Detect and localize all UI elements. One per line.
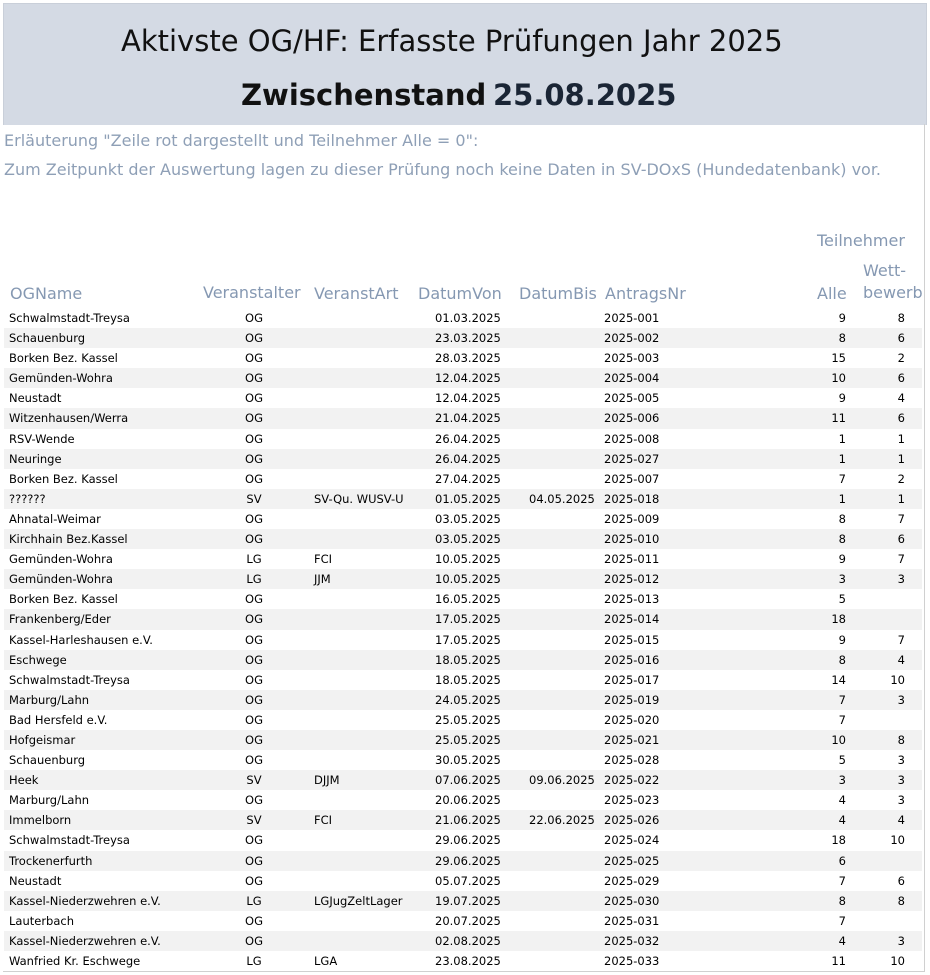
cell-wettbewerb: 6 xyxy=(897,371,905,386)
cell-veranstalter: LG xyxy=(246,893,262,908)
cell-veranstalter: OG xyxy=(245,391,263,406)
cell-wettbewerb: 1 xyxy=(897,451,905,466)
cell-datumvon: 17.05.2025 xyxy=(435,612,501,627)
table-row xyxy=(4,810,922,830)
cell-ogname: ?????? xyxy=(9,491,46,506)
cell-alle: 8 xyxy=(838,511,846,526)
table-row xyxy=(4,589,922,609)
cell-antragsnr: 2025-011 xyxy=(604,552,660,567)
table-row xyxy=(4,388,922,408)
table-row xyxy=(4,730,922,750)
cell-veranstalter: OG xyxy=(245,411,263,426)
cell-wettbewerb: 3 xyxy=(897,692,905,707)
table-row xyxy=(4,348,922,368)
table-row xyxy=(4,891,922,911)
cell-datumvon: 26.04.2025 xyxy=(435,451,501,466)
table-row xyxy=(4,368,922,388)
cell-ogname: Gemünden-Wohra xyxy=(9,552,113,567)
cell-wettbewerb: 6 xyxy=(897,873,905,888)
cell-veranstalter: OG xyxy=(245,913,263,928)
table-row xyxy=(4,790,922,810)
cell-antragsnr: 2025-013 xyxy=(604,592,660,607)
cell-alle: 7 xyxy=(838,471,846,486)
table-row xyxy=(4,830,922,850)
cell-veranstalter: SV xyxy=(246,813,262,828)
cell-antragsnr: 2025-015 xyxy=(604,632,660,647)
table-row xyxy=(4,710,922,730)
cell-datumvon: 01.03.2025 xyxy=(435,311,501,325)
cell-veranstalter: OG xyxy=(245,311,263,325)
cell-ogname: Schwalmstadt-Treysa xyxy=(9,672,130,687)
cell-veranstalter: OG xyxy=(245,532,263,547)
cell-datumvon: 30.05.2025 xyxy=(435,753,501,768)
cell-ogname: Bad Hersfeld e.V. xyxy=(9,712,108,727)
cell-datumvon: 27.04.2025 xyxy=(435,471,501,486)
header-wett-line2: bewerb xyxy=(863,283,923,302)
cell-ogname: Schwalmstadt-Treysa xyxy=(9,833,130,848)
cell-alle: 7 xyxy=(838,873,846,888)
cell-alle: 8 xyxy=(838,532,846,547)
cell-wettbewerb: 4 xyxy=(897,652,905,667)
table-row xyxy=(4,851,922,871)
table-row xyxy=(4,489,922,509)
table-row xyxy=(4,911,922,931)
cell-datumbis: 22.06.2025 xyxy=(529,813,595,828)
cell-veranstalter: OG xyxy=(245,351,263,366)
table-row xyxy=(4,931,922,951)
cell-alle: 14 xyxy=(831,672,846,687)
cell-alle: 3 xyxy=(838,773,846,788)
table-row xyxy=(4,951,922,971)
cell-alle: 4 xyxy=(838,813,846,828)
header-group-teilnehmer: Teilnehmer xyxy=(817,231,905,250)
cell-datumvon: 21.04.2025 xyxy=(435,411,501,426)
cell-ogname: Gemünden-Wohra xyxy=(9,371,113,386)
cell-antragsnr: 2025-020 xyxy=(604,712,660,727)
cell-ogname: Borken Bez. Kassel xyxy=(9,351,118,366)
cell-veranstalter: OG xyxy=(245,592,263,607)
bottom-border xyxy=(3,971,925,972)
cell-veranstalter: OG xyxy=(245,612,263,627)
cell-wettbewerb: 7 xyxy=(897,511,905,526)
table-row xyxy=(4,609,922,629)
cell-datumvon: 25.05.2025 xyxy=(435,712,501,727)
cell-ogname: Neuringe xyxy=(9,451,62,466)
cell-veranstalter: OG xyxy=(245,511,263,526)
cell-wettbewerb: 8 xyxy=(897,893,905,908)
cell-datumvon: 20.06.2025 xyxy=(435,793,501,808)
cell-antragsnr: 2025-004 xyxy=(604,371,660,386)
cell-alle: 4 xyxy=(838,793,846,808)
cell-datumvon: 29.06.2025 xyxy=(435,853,501,868)
right-border xyxy=(924,124,925,972)
cell-wettbewerb: 10 xyxy=(890,672,905,687)
cell-alle: 5 xyxy=(838,592,846,607)
header-veranstart: VeranstArt xyxy=(314,284,399,303)
header-wett-line1: Wett- xyxy=(863,261,907,280)
cell-ogname: Borken Bez. Kassel xyxy=(9,592,118,607)
cell-veranstalter: OG xyxy=(245,471,263,486)
cell-veranstalter: OG xyxy=(245,652,263,667)
cell-veranstart: DJJM xyxy=(314,773,340,788)
cell-antragsnr: 2025-027 xyxy=(604,451,660,466)
exams-table xyxy=(4,308,922,971)
cell-datumvon: 19.07.2025 xyxy=(435,893,501,908)
cell-wettbewerb: 8 xyxy=(897,311,905,325)
header-veranstalter: Veranstalter xyxy=(203,283,301,302)
cell-wettbewerb: 10 xyxy=(890,833,905,848)
cell-wettbewerb: 7 xyxy=(897,632,905,647)
cell-veranstalter: LG xyxy=(246,552,262,567)
cell-antragsnr: 2025-028 xyxy=(604,753,660,768)
cell-antragsnr: 2025-025 xyxy=(604,853,660,868)
cell-wettbewerb: 3 xyxy=(897,793,905,808)
cell-alle: 8 xyxy=(838,331,846,346)
cell-veranstalter: OG xyxy=(245,692,263,707)
cell-antragsnr: 2025-022 xyxy=(604,773,660,788)
cell-datumvon: 05.07.2025 xyxy=(435,873,501,888)
cell-datumvon: 10.05.2025 xyxy=(435,552,501,567)
header-ogname: OGName xyxy=(10,284,83,303)
table-row xyxy=(4,871,922,891)
cell-alle: 7 xyxy=(838,712,846,727)
cell-ogname: Hofgeismar xyxy=(9,732,76,747)
cell-ogname: Gemünden-Wohra xyxy=(9,572,113,587)
cell-ogname: Kassel-Niederzwehren e.V. xyxy=(9,893,161,908)
cell-veranstalter: OG xyxy=(245,793,263,808)
cell-ogname: Kassel-Niederzwehren e.V. xyxy=(9,933,161,948)
cell-alle: 7 xyxy=(838,913,846,928)
cell-alle: 8 xyxy=(838,652,846,667)
cell-antragsnr: 2025-026 xyxy=(604,813,660,828)
cell-veranstart: FCI xyxy=(314,552,333,567)
cell-alle: 1 xyxy=(838,431,846,446)
header-datumbis: DatumBis xyxy=(519,284,597,303)
cell-datumvon: 12.04.2025 xyxy=(435,391,501,406)
cell-antragsnr: 2025-021 xyxy=(604,732,660,747)
cell-antragsnr: 2025-023 xyxy=(604,793,660,808)
cell-alle: 15 xyxy=(831,351,846,366)
cell-alle: 10 xyxy=(831,732,846,747)
status-label: Zwischenstand xyxy=(241,78,487,112)
explanation-line-2: Zum Zeitpunkt der Auswertung lagen zu dieser Prüfung noch keine Daten in SV-DOxS (Hundedatenbank) vor. xyxy=(4,160,882,179)
table-row xyxy=(4,529,922,549)
cell-veranstalter: OG xyxy=(245,451,263,466)
cell-datumvon: 29.06.2025 xyxy=(435,833,501,848)
cell-ogname: Schwalmstadt-Treysa xyxy=(9,311,130,325)
cell-datumbis: 09.06.2025 xyxy=(529,773,595,788)
status-date: 25.08.2025 xyxy=(493,78,677,112)
cell-veranstalter: LG xyxy=(246,572,262,587)
cell-antragsnr: 2025-033 xyxy=(604,954,660,968)
table-row xyxy=(4,650,922,670)
cell-alle: 9 xyxy=(838,632,846,647)
cell-ogname: Witzenhausen/Werra xyxy=(9,411,129,426)
cell-ogname: Eschwege xyxy=(9,652,67,667)
cell-antragsnr: 2025-016 xyxy=(604,652,660,667)
cell-veranstalter: OG xyxy=(245,331,263,346)
cell-veranstalter: OG xyxy=(245,431,263,446)
cell-antragsnr: 2025-007 xyxy=(604,471,660,486)
cell-ogname: Neustadt xyxy=(9,873,62,888)
table-row xyxy=(4,549,922,569)
cell-alle: 18 xyxy=(831,612,846,627)
cell-wettbewerb: 8 xyxy=(897,732,905,747)
cell-veranstart: FCI xyxy=(314,813,333,828)
cell-alle: 8 xyxy=(838,893,846,908)
cell-wettbewerb: 2 xyxy=(897,351,905,366)
cell-ogname: Immelborn xyxy=(9,813,72,828)
cell-antragsnr: 2025-030 xyxy=(604,893,660,908)
cell-antragsnr: 2025-029 xyxy=(604,873,660,888)
table-row xyxy=(4,449,922,469)
cell-datumvon: 16.05.2025 xyxy=(435,592,501,607)
cell-alle: 9 xyxy=(838,311,846,325)
cell-veranstart: LGJugZeltLager xyxy=(314,893,403,908)
cell-ogname: RSV-Wende xyxy=(9,431,75,446)
table-row xyxy=(4,328,922,348)
cell-wettbewerb: 1 xyxy=(897,491,905,506)
cell-wettbewerb: 4 xyxy=(897,391,905,406)
cell-ogname: Borken Bez. Kassel xyxy=(9,471,118,486)
cell-wettbewerb: 3 xyxy=(897,773,905,788)
cell-datumvon: 12.04.2025 xyxy=(435,371,501,386)
cell-veranstalter: OG xyxy=(245,933,263,948)
cell-datumvon: 20.07.2025 xyxy=(435,913,501,928)
cell-antragsnr: 2025-032 xyxy=(604,933,660,948)
header-antragsnr: AntragsNr xyxy=(605,284,686,303)
cell-antragsnr: 2025-003 xyxy=(604,351,660,366)
cell-datumvon: 10.05.2025 xyxy=(435,572,501,587)
cell-datumvon: 23.03.2025 xyxy=(435,331,501,346)
cell-ogname: Marburg/Lahn xyxy=(9,692,90,707)
table-row xyxy=(4,509,922,529)
cell-veranstalter: OG xyxy=(245,853,263,868)
cell-alle: 5 xyxy=(838,753,846,768)
cell-veranstart: LGA xyxy=(314,954,338,968)
cell-ogname: Frankenberg/Eder xyxy=(9,612,111,627)
cell-ogname: Lauterbach xyxy=(9,913,75,928)
cell-wettbewerb: 4 xyxy=(897,813,905,828)
table-row xyxy=(4,469,922,489)
cell-antragsnr: 2025-024 xyxy=(604,833,660,848)
cell-antragsnr: 2025-017 xyxy=(604,672,660,687)
cell-alle: 10 xyxy=(831,371,846,386)
cell-alle: 6 xyxy=(838,853,846,868)
cell-datumvon: 18.05.2025 xyxy=(435,652,501,667)
cell-wettbewerb: 3 xyxy=(897,753,905,768)
cell-antragsnr: 2025-019 xyxy=(604,692,660,707)
cell-wettbewerb: 1 xyxy=(897,431,905,446)
page-title: Aktivste OG/HF: Erfasste Prüfungen Jahr 2025 xyxy=(121,24,783,58)
cell-antragsnr: 2025-005 xyxy=(604,391,660,406)
cell-wettbewerb: 3 xyxy=(897,933,905,948)
cell-datumvon: 26.04.2025 xyxy=(435,431,501,446)
cell-veranstalter: OG xyxy=(245,873,263,888)
cell-datumvon: 02.08.2025 xyxy=(435,933,501,948)
cell-veranstalter: LG xyxy=(246,954,262,968)
cell-datumvon: 24.05.2025 xyxy=(435,692,501,707)
cell-wettbewerb: 7 xyxy=(897,552,905,567)
cell-veranstalter: SV xyxy=(246,773,262,788)
cell-datumvon: 28.03.2025 xyxy=(435,351,501,366)
cell-antragsnr: 2025-018 xyxy=(604,491,660,506)
cell-datumvon: 03.05.2025 xyxy=(435,511,501,526)
cell-ogname: Kassel-Harleshausen e.V. xyxy=(9,632,153,647)
cell-alle: 9 xyxy=(838,552,846,567)
table-row xyxy=(4,670,922,690)
cell-antragsnr: 2025-010 xyxy=(604,532,660,547)
cell-veranstart: JJM xyxy=(314,572,331,587)
cell-datumvon: 01.05.2025 xyxy=(435,491,501,506)
cell-antragsnr: 2025-014 xyxy=(604,612,660,627)
cell-veranstart: SV-Qu. WUSV-U xyxy=(314,491,404,506)
cell-ogname: Kirchhain Bez.Kassel xyxy=(9,532,128,547)
cell-veranstalter: OG xyxy=(245,632,263,647)
cell-datumvon: 18.05.2025 xyxy=(435,672,501,687)
explanation-line-1: Erläuterung "Zeile rot dargestellt und Teilnehmer Alle = 0": xyxy=(4,131,479,150)
cell-alle: 11 xyxy=(831,411,846,426)
cell-wettbewerb: 10 xyxy=(890,954,905,968)
cell-veranstalter: OG xyxy=(245,753,263,768)
cell-antragsnr: 2025-031 xyxy=(604,913,660,928)
cell-antragsnr: 2025-002 xyxy=(604,331,660,346)
header-datumvon: DatumVon xyxy=(418,284,502,303)
cell-veranstalter: OG xyxy=(245,732,263,747)
cell-datumvon: 03.05.2025 xyxy=(435,532,501,547)
cell-antragsnr: 2025-012 xyxy=(604,572,660,587)
table-row xyxy=(4,569,922,589)
cell-veranstalter: OG xyxy=(245,371,263,386)
cell-wettbewerb: 3 xyxy=(897,572,905,587)
cell-wettbewerb: 6 xyxy=(897,532,905,547)
cell-alle: 3 xyxy=(838,572,846,587)
cell-datumvon: 07.06.2025 xyxy=(435,773,501,788)
cell-antragsnr: 2025-008 xyxy=(604,431,660,446)
cell-veranstalter: OG xyxy=(245,672,263,687)
cell-veranstalter: OG xyxy=(245,833,263,848)
cell-wettbewerb: 2 xyxy=(897,471,905,486)
header-alle: Alle xyxy=(817,284,847,303)
cell-ogname: Wanfried Kr. Eschwege xyxy=(9,954,141,968)
cell-ogname: Heek xyxy=(9,773,39,788)
table-row xyxy=(4,750,922,770)
cell-datumvon: 25.05.2025 xyxy=(435,732,501,747)
cell-antragsnr: 2025-006 xyxy=(604,411,660,426)
cell-datumbis: 04.05.2025 xyxy=(529,491,595,506)
cell-wettbewerb: 6 xyxy=(897,411,905,426)
table-row xyxy=(4,690,922,710)
table-row xyxy=(4,630,922,650)
table-row xyxy=(4,408,922,428)
cell-veranstalter: SV xyxy=(246,491,262,506)
table-row xyxy=(4,308,922,328)
table-row xyxy=(4,770,922,790)
cell-alle: 1 xyxy=(838,451,846,466)
cell-ogname: Schauenburg xyxy=(9,331,86,346)
cell-datumvon: 21.06.2025 xyxy=(435,813,501,828)
cell-alle: 18 xyxy=(831,833,846,848)
cell-wettbewerb: 6 xyxy=(897,331,905,346)
cell-datumvon: 23.08.2025 xyxy=(435,954,501,968)
cell-antragsnr: 2025-009 xyxy=(604,511,660,526)
table-row xyxy=(4,429,922,449)
cell-alle: 7 xyxy=(838,692,846,707)
cell-veranstalter: OG xyxy=(245,712,263,727)
cell-ogname: Trockenerfurth xyxy=(9,853,93,868)
cell-antragsnr: 2025-001 xyxy=(604,311,660,325)
cell-alle: 1 xyxy=(838,491,846,506)
cell-alle: 4 xyxy=(838,933,846,948)
cell-ogname: Neustadt xyxy=(9,391,62,406)
cell-ogname: Ahnatal-Weimar xyxy=(9,511,101,526)
cell-alle: 9 xyxy=(838,391,846,406)
cell-ogname: Schauenburg xyxy=(9,753,86,768)
cell-datumvon: 17.05.2025 xyxy=(435,632,501,647)
cell-ogname: Marburg/Lahn xyxy=(9,793,90,808)
cell-alle: 11 xyxy=(831,954,846,968)
